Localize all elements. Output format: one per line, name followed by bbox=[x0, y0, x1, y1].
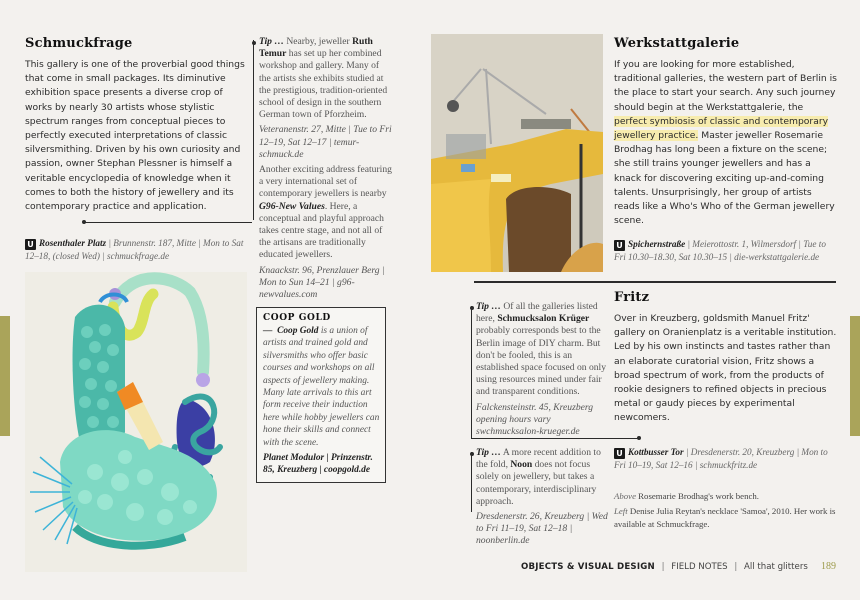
schmuckfrage-body bbox=[25, 58, 247, 214]
tip-text: probably corresponds best to the Berlin image of DIY charm. But don't be fooled, this is an established space focused on only using resources mined under fair and transparent conditions. bbox=[476, 325, 607, 398]
tip-gallery-name: Noon bbox=[510, 459, 533, 471]
tip-temur bbox=[259, 36, 393, 301]
schmuckfrage-title: Schmuckfrage bbox=[25, 36, 133, 51]
tip-gallery-name: Schmucksalon Krüger bbox=[497, 313, 590, 325]
left-chapter-tab bbox=[0, 316, 10, 436]
fritz-body: Over in Kreuzberg, goldsmith Manuel Fritz' gallery on Oranienplatz is a veritable institution. Led by his own instincts and tastes rather than an elaborate curatorial vision, Fritz shows a broad spectrum of work, from the products of rookie designers to refined objects in precious metal or gaudy pieces by experimental newcomers. bbox=[614, 313, 837, 424]
necklace-illustration bbox=[25, 272, 247, 572]
dash: — bbox=[263, 326, 273, 336]
schmuckfrage-body-text: This gallery is one of the proverbial good things that come in small packages. Its diminutive exhibition space presents a diverse crop of works by nearly 30 artists whose stylistic spectrum ranges from conceptual pieces to perfectly executed interpretations of classic silversmithing. Driven by his own curiosity and passion, owner Stephan Plessner is himself a veritable encyclopedia of knowledge when it comes to both the history of jewellery and its contemporary practice and application. bbox=[25, 59, 245, 213]
necklace-photo bbox=[25, 272, 247, 572]
coop-gold-title: COOP GOLD bbox=[263, 313, 331, 323]
schmuckfrage-connector-line bbox=[84, 222, 252, 223]
tip-text: Another exciting address featuring a very international set of contemporary jewellers is nearby bbox=[259, 164, 392, 200]
ubahn-icon: U bbox=[614, 448, 625, 459]
tip-text: Nearby, jeweller bbox=[283, 36, 353, 47]
fritz-address bbox=[614, 446, 838, 472]
tip-noon-rule bbox=[471, 452, 472, 512]
running-footer bbox=[521, 562, 808, 572]
caption-text: Rosemarie Brodhag's work bench. bbox=[635, 491, 759, 501]
caption-text: Denise Julia Reytan's necklace 'Samoa', 2010. Her work is available at Schmuckfrage. bbox=[614, 506, 836, 529]
workbench-photo bbox=[431, 34, 603, 272]
tip-gallery-name: G96-New Values bbox=[259, 200, 325, 212]
body-text: Master jeweller Rosemarie Brodhag has long been a fixture on the scene; she still trains younger jewellers and has a knack for discovering exciting up-and-coming talents. Unsurprisingly, her group of artists reads like a Who's Who of the German jewellery scene. bbox=[614, 130, 835, 227]
captions bbox=[614, 490, 838, 530]
werkstattgalerie-title: Werkstattgalerie bbox=[614, 36, 740, 51]
tip-address: Falckensteinstr. 45, Kreuzberg opening hours vary swchmucksalon-krueger.de bbox=[476, 401, 594, 438]
tip-bullet bbox=[252, 41, 256, 45]
tip-krueger bbox=[476, 301, 608, 438]
caption-above bbox=[614, 490, 838, 502]
tip-text: has set up her combined workshop and gallery. Many of the artists she exhibits studied at the prestigious, tradition-oriented school of design in the southern German town of Pforzheim. bbox=[259, 48, 388, 121]
highlighted-text: perfect symbiosis of classic and contemporary jewellery practice. bbox=[614, 115, 829, 142]
fritz-title: Fritz bbox=[614, 290, 650, 305]
section-divider bbox=[474, 281, 836, 283]
ubahn-icon: U bbox=[614, 240, 625, 251]
footer-chapter: All that glitters bbox=[744, 562, 808, 572]
coop-gold-box bbox=[256, 307, 386, 483]
page-number: 189 bbox=[821, 561, 836, 572]
tip-temur-rule bbox=[253, 40, 254, 220]
coop-gold-body bbox=[263, 325, 380, 449]
tip-address: Veteranenstr. 27, Mitte | Tue to Fri 12–19, Sat 12–17 | temur-schmuck.de bbox=[259, 124, 392, 160]
tip-lead: Tip … bbox=[259, 36, 284, 47]
body-text: If you are looking for more established, traditional galleries, the western part of Berlin is the place to start your search. Any such journey should begin at the Werkstattgalerie, the bbox=[614, 59, 837, 113]
station-name: Spichernstraße bbox=[628, 239, 686, 249]
address-text: | Dresdenerstr. 20, Kreuzberg | Mon to Fri 10–19, Sat 12–16 | schmuckfritz.de bbox=[614, 447, 828, 470]
tip-g96 bbox=[259, 164, 393, 262]
station-name: Kottbusser Tor bbox=[628, 447, 684, 457]
tip-krueger-rule bbox=[471, 306, 472, 438]
footer-section: OBJECTS & VISUAL DESIGN bbox=[521, 562, 655, 572]
tip-bullet bbox=[470, 452, 474, 456]
address-text: | Meierottostr. 1, Wilmersdorf | Tue to Fri 10.30–18.30, Sat 10.30–15 | die-werkstattgalerie.de bbox=[614, 239, 826, 262]
werkstattgalerie-body bbox=[614, 58, 838, 228]
tip-address: Dresdenerstr. 26, Kreuzberg | Wed to Fri 11–19, Sat 12–18 | noonberlin.de bbox=[476, 511, 608, 547]
workbench-illustration bbox=[431, 34, 603, 272]
footer-subsection: FIELD NOTES bbox=[671, 562, 728, 572]
tip-noon bbox=[476, 447, 608, 548]
tip-text: does not focus solely on jewellery, but takes a contemporary, interdisciplinary approach. bbox=[476, 459, 597, 507]
coop-gold-name: Coop Gold bbox=[277, 326, 319, 336]
caption-label: Above bbox=[614, 491, 636, 501]
fritz-connector-line bbox=[471, 438, 639, 439]
coop-gold-text: is a union of artists and trained gold and silversmiths who offer basic courses and workshops on all aspects of jewellery making. Many late arrivals to this art form receive their induction here while hobby jewellers can hone their skills and connect with the scene. bbox=[263, 326, 380, 448]
tip-gallery-name: Ruth Temur bbox=[259, 36, 373, 60]
tip-text: . Here, a conceptual and playful approach takes centre stage, and not all of the artisans are traditionally educated jewellers. bbox=[259, 200, 384, 261]
caption-left bbox=[614, 505, 838, 530]
werkstattgalerie-address bbox=[614, 238, 838, 264]
tip-text: A more recent addition to the fold, bbox=[476, 447, 601, 471]
address-text: | Brunnenstr. 187, Mitte | Mon to Sat 12–18, (closed Wed) | schmuckfrage.de bbox=[25, 238, 244, 261]
connector-dot bbox=[637, 436, 641, 440]
coop-gold-address: Planet Modulor | Prinzenstr. 85, Kreuzberg | coopgold.de bbox=[263, 453, 373, 476]
tip-g96-address: Knaackstr. 96, Prenzlauer Berg | Mon to Sun 14–21 | g96-newvalues.com bbox=[259, 264, 385, 301]
tip-text: Of all the galleries listed here, bbox=[476, 301, 598, 325]
caption-label: Left bbox=[614, 506, 628, 517]
connector-dot bbox=[82, 220, 86, 224]
tip-lead: Tip … bbox=[476, 301, 501, 312]
ubahn-icon: U bbox=[25, 239, 36, 250]
right-chapter-tab bbox=[850, 316, 860, 436]
schmuckfrage-address bbox=[25, 237, 247, 263]
footer-separator: | bbox=[661, 562, 665, 572]
tip-bullet bbox=[470, 306, 474, 310]
station-name: Rosenthaler Platz bbox=[39, 238, 107, 248]
footer-separator: | bbox=[734, 562, 738, 572]
tip-lead: Tip … bbox=[476, 447, 501, 458]
